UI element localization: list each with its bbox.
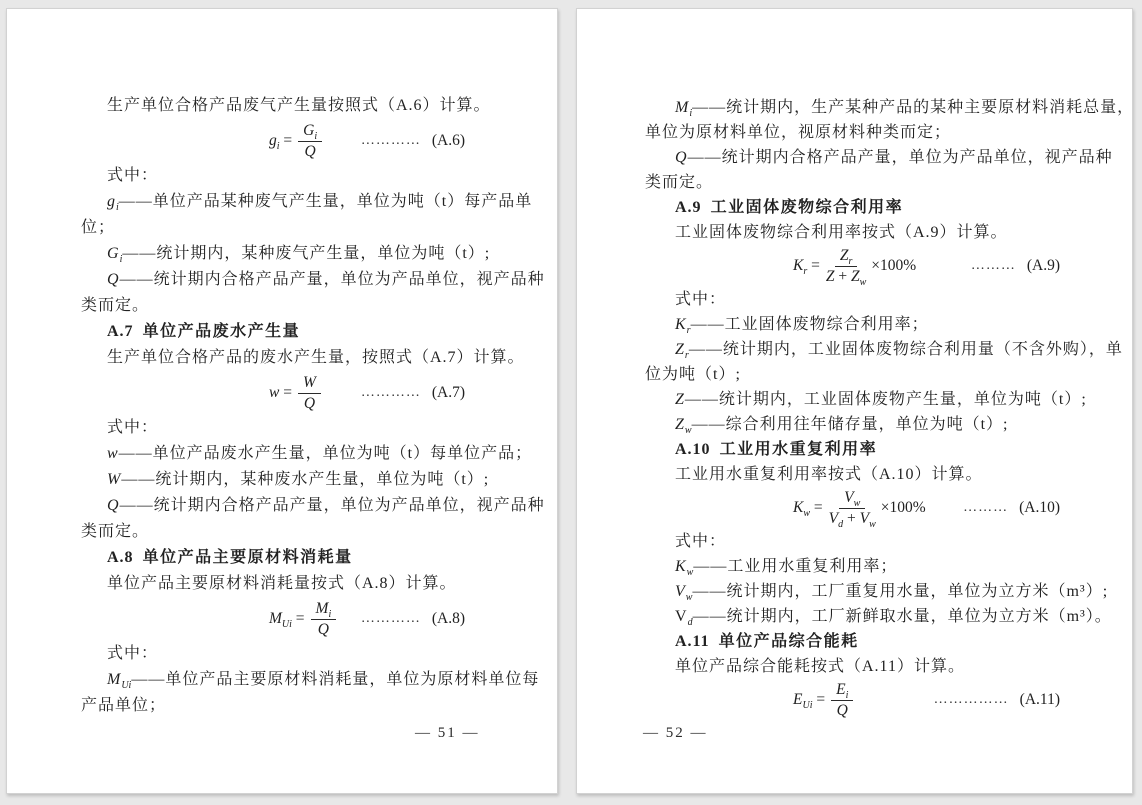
definition-line: Q——统计期内合格产品产量，单位为产品单位，视产品种: [107, 271, 545, 288]
heading-title: 单位产品综合能耗: [718, 633, 859, 650]
fraction-denominator: Q: [836, 701, 848, 719]
equation: [793, 489, 926, 528]
fraction-denominator: $V_d + V_w$: [828, 509, 876, 530]
fraction-numerator: $V_w$: [839, 489, 865, 509]
paragraph-line: 式中：: [107, 419, 159, 436]
equation-dots: ……………: [933, 692, 1009, 707]
definition-line: w——单位产品废水产生量，单位为吨（t）每单位产品；: [107, 445, 533, 462]
paragraph-line: 工业用水重复利用率按式（A.10）计算。: [675, 466, 983, 483]
paragraph-line: 工业固体废物综合利用率按式（A.9）计算。: [675, 224, 1008, 241]
equation-dots: ………: [970, 258, 1016, 273]
fraction: [298, 122, 322, 161]
equation-lhs: $K_w$ =: [793, 499, 823, 520]
definition-line: $V_w——$统计期内，工厂重复用水量，单位为立方米（m³）;: [675, 583, 1109, 604]
equation-lhs: $g_i$ =: [269, 132, 293, 153]
continuation-line: 单位为原材料单位，视原材料种类而定；: [645, 124, 952, 141]
definition-line: $M_i——$统计期内，生产某种产品的某种主要原材料消耗总量，: [675, 99, 1135, 120]
equation-lhs: $E_{Ui}$ =: [793, 691, 826, 712]
equation: [793, 247, 916, 286]
continuation-line: 类而定。: [645, 174, 714, 191]
definition-line: $K_r——$工业固体废物综合利用率；: [675, 316, 929, 337]
fraction: [298, 374, 321, 413]
page-number-52: — 52 —: [643, 725, 708, 741]
section-heading-a11: [645, 629, 1110, 654]
equation-number: (A.6): [431, 132, 465, 149]
definition-line: $G_i——$统计期内，某种废气产生量，单位为吨（t）;: [107, 245, 491, 266]
section-heading-a10: [645, 437, 1110, 462]
formula-a8: [81, 597, 533, 641]
paragraph-line: 生产单位合格产品废气产生量按照式（A.6）计算。: [107, 97, 491, 114]
equation: [269, 122, 327, 161]
paragraph-line: 式中：: [675, 533, 727, 550]
heading-title: 工业固体废物综合利用率: [710, 199, 904, 216]
fraction-numerator: $M_i$: [311, 600, 337, 620]
equation: [793, 681, 858, 720]
heading-title: 单位产品废水产生量: [142, 323, 301, 340]
continuation-line: 位为吨（t）;: [645, 366, 741, 383]
definition-line: $Z_r——$统计期内，工业固体废物综合利用量（不含外购），单: [675, 341, 1123, 362]
equation: [269, 374, 326, 413]
fraction-numerator: W: [298, 374, 321, 394]
definition-line: $M_{Ui}——$单位产品主要原材料消耗量，单位为原材料单位每: [107, 671, 540, 692]
definition-line: $K_w——$工业用水重复利用率；: [675, 558, 898, 579]
fraction: [311, 600, 337, 639]
paragraph-line: 式中：: [675, 291, 727, 308]
equation-multiplier: ×100%: [880, 499, 926, 516]
definition-line: $g_i——$单位产品某种废气产生量，单位为吨（t）每产品单: [107, 193, 533, 214]
equation-lhs: $K_r$ =: [793, 257, 820, 278]
heading-number: A.8: [107, 549, 134, 566]
equation-dots: …………: [360, 385, 421, 400]
heading-number: A.7: [107, 323, 134, 340]
equation-dots: ………: [963, 500, 1009, 515]
formula-a11: [645, 679, 1110, 721]
heading-title: 工业用水重复利用率: [719, 441, 878, 458]
document-page-51: [6, 8, 558, 794]
paragraph-line: 单位产品综合能耗按式（A.11）计算。: [675, 658, 965, 675]
equation: [269, 600, 341, 639]
fraction-numerator: $Z_r$: [835, 247, 858, 267]
fraction-denominator: $Z + Z_w$: [825, 267, 867, 288]
fraction: [826, 247, 866, 286]
paragraph-line: 生产单位合格产品的废水产生量，按照式（A.7）计算。: [107, 349, 525, 366]
definition-line: Q——统计期内合格产品产量，单位为产品单位，视产品种: [675, 149, 1113, 166]
fraction-denominator: Q: [303, 394, 316, 412]
fraction: [831, 681, 853, 720]
formula-a9: [645, 245, 1110, 287]
fraction-denominator: Q: [304, 142, 316, 160]
heading-number: A.9: [675, 199, 702, 216]
section-heading-a8: [81, 545, 533, 571]
equation-multiplier: ×100%: [871, 257, 917, 274]
heading-number: A.11: [675, 633, 710, 650]
definition-line: $V_d——$统计期内，工厂新鲜取水量，单位为立方米（m³）。: [675, 608, 1112, 629]
equation-number: (A.11): [1019, 691, 1060, 708]
continuation-line: 类而定。: [81, 523, 150, 540]
heading-title: 单位产品主要原材料消耗量: [142, 549, 353, 566]
fraction-numerator: $E_i$: [831, 681, 853, 701]
equation-lhs: w =: [269, 384, 292, 401]
heading-number: A.10: [675, 441, 711, 458]
equation-dots: …………: [360, 611, 421, 626]
equation-lhs: $M_{Ui}$ =: [269, 610, 305, 631]
definition-line: $Z_w——$综合利用往年储存量，单位为吨（t）;: [675, 416, 1009, 437]
continuation-line: 产品单位；: [81, 697, 167, 714]
formula-a7: [81, 371, 533, 415]
section-heading-a7: [81, 319, 533, 345]
equation-number: (A.9): [1026, 257, 1060, 274]
equation-number: (A.7): [431, 384, 465, 401]
continuation-line: 位；: [81, 219, 116, 236]
fraction-numerator: $G_i$: [298, 122, 322, 142]
definition-line: W——统计期内，某种废水产生量，单位为吨（t）;: [107, 471, 490, 488]
equation-number: (A.10): [1019, 499, 1060, 516]
continuation-line: 类而定。: [81, 297, 150, 314]
fraction: [829, 489, 876, 528]
definition-line: Z——统计期内，工业固体废物产生量，单位为吨（t）;: [675, 391, 1087, 408]
definition-line: Q——统计期内合格产品产量，单位为产品单位，视产品种: [107, 497, 545, 514]
section-heading-a9: [645, 195, 1110, 220]
paragraph-line: 式中：: [107, 645, 159, 662]
document-page-52: [576, 8, 1133, 794]
equation-dots: …………: [360, 133, 421, 148]
page-number-51: — 51 —: [415, 725, 480, 741]
equation-number: (A.8): [431, 610, 465, 627]
paragraph-line: 式中：: [107, 167, 159, 184]
formula-a10: [645, 487, 1110, 529]
formula-a6: [81, 119, 533, 163]
fraction-denominator: Q: [317, 620, 329, 638]
paragraph-line: 单位产品主要原材料消耗量按式（A.8）计算。: [107, 575, 457, 592]
